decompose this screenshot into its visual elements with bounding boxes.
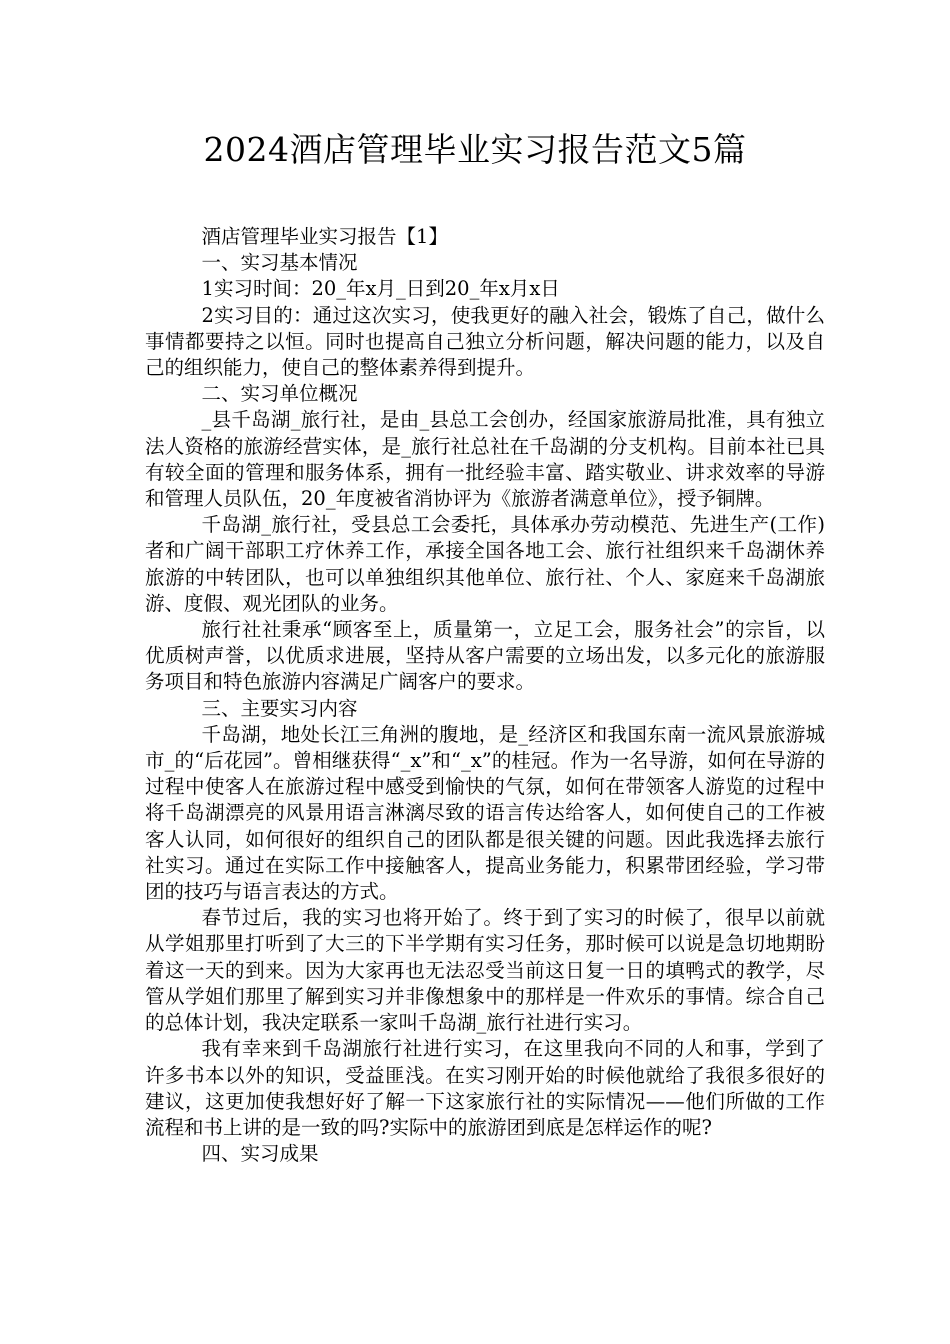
section-heading: 酒店管理毕业实习报告【1】	[201, 225, 448, 248]
paragraph: 千岛湖_旅行社，受县总工会委托，具体承办劳动模范、先进生产(工作)者和广阔干部职工疗休养工作，承接全国各地工会、旅行社组织来千岛湖休养旅游的中转团队，也可以单独组织其他单位、旅行社、个人、家庭来千岛湖旅游、度假、观光团队的业务。	[145, 513, 825, 615]
subsection-heading: 四、实习成果	[201, 1142, 319, 1166]
paragraph: 2实习目的：通过这次实习，使我更好的融入社会，锻炼了自己，做什么事情都要持之以恒。同时也提高自己独立分析问题，解决问题的能力，以及自己的组织能力，使自己的整体素养得到提升。	[145, 303, 825, 380]
paragraph: 春节过后，我的实习也将开始了。终于到了实习的时候了，很早以前就从学姐那里打听到了大三的下半学期有实习任务，那时候可以说是急切地期盼着这一天的到来。因为大家再也无法忍受当前这日复一日的填鸭式的教学，尽管从学姐们那里了解到实习并非像想象中的那样是一件欢乐的事情。综合自己的总体计划，我决定联系一家叫千岛湖_旅行社进行实习。	[145, 906, 825, 1035]
document-body	[145, 224, 825, 1167]
paragraph: 旅行社社秉承“顾客至上，质量第一，立足工会，服务社会”的宗旨，以优质树声誉，以优质求进展，坚持从客户需要的立场出发，以多元化的旅游服务项目和特色旅游内容满足广阔客户的要求。	[145, 618, 825, 694]
paragraph: 千岛湖，地处长江三角洲的腹地，是_经济区和我国东南一流风景旅游城市_的“后花园”。曾相继获得“_x”和“_x”的桂冠。作为一名导游，如何在导游的过程中使客人在旅游过程中感受到愉快的气氛，如何在带领客人游览的过程中将千岛湖漂亮的风景用语言淋漓尽致的语言传达给客人，如何使自己的工作被客人认同，如何很好的组织自己的团队都是很关键的问题。因此我选择去旅行社实习。通过在实际工作中接触客人，提高业务能力，积累带团经验，学习带团的技巧与语言表达的方式。	[145, 722, 825, 904]
subsection-heading: 二、实习单位概况	[201, 382, 358, 406]
paragraph: 我有幸来到千岛湖旅行社进行实习，在这里我向不同的人和事，学到了许多书本以外的知识，受益匪浅。在实习刚开始的时候他就给了我很多很好的建议，这更加使我想好好了解一下这家旅行社的实际情况——他们所做的工作流程和书上讲的是一致的吗?实际中的旅游团到底是怎样运作的呢?	[145, 1037, 825, 1139]
document-title: 2024酒店管理毕业实习报告范文5篇	[203, 130, 747, 169]
subsection-heading: 三、主要实习内容	[201, 696, 358, 720]
paragraph: 1实习时间：20_年x月_日到20_年x月x日	[201, 277, 560, 301]
paragraph: _县千岛湖_旅行社，是由_县总工会创办，经国家旅游局批准，具有独立法人资格的旅游经营实体，是_旅行社总社在千岛湖的分支机构。目前本社已具有较全面的管理和服务体系，拥有一批经验丰富、踏实敬业、讲求效率的导游和管理人员队伍，20_年度被省消协评为《旅游者满意单位》，授予铜牌。	[145, 408, 825, 511]
subsection-heading: 一、实习基本情况	[201, 251, 358, 275]
